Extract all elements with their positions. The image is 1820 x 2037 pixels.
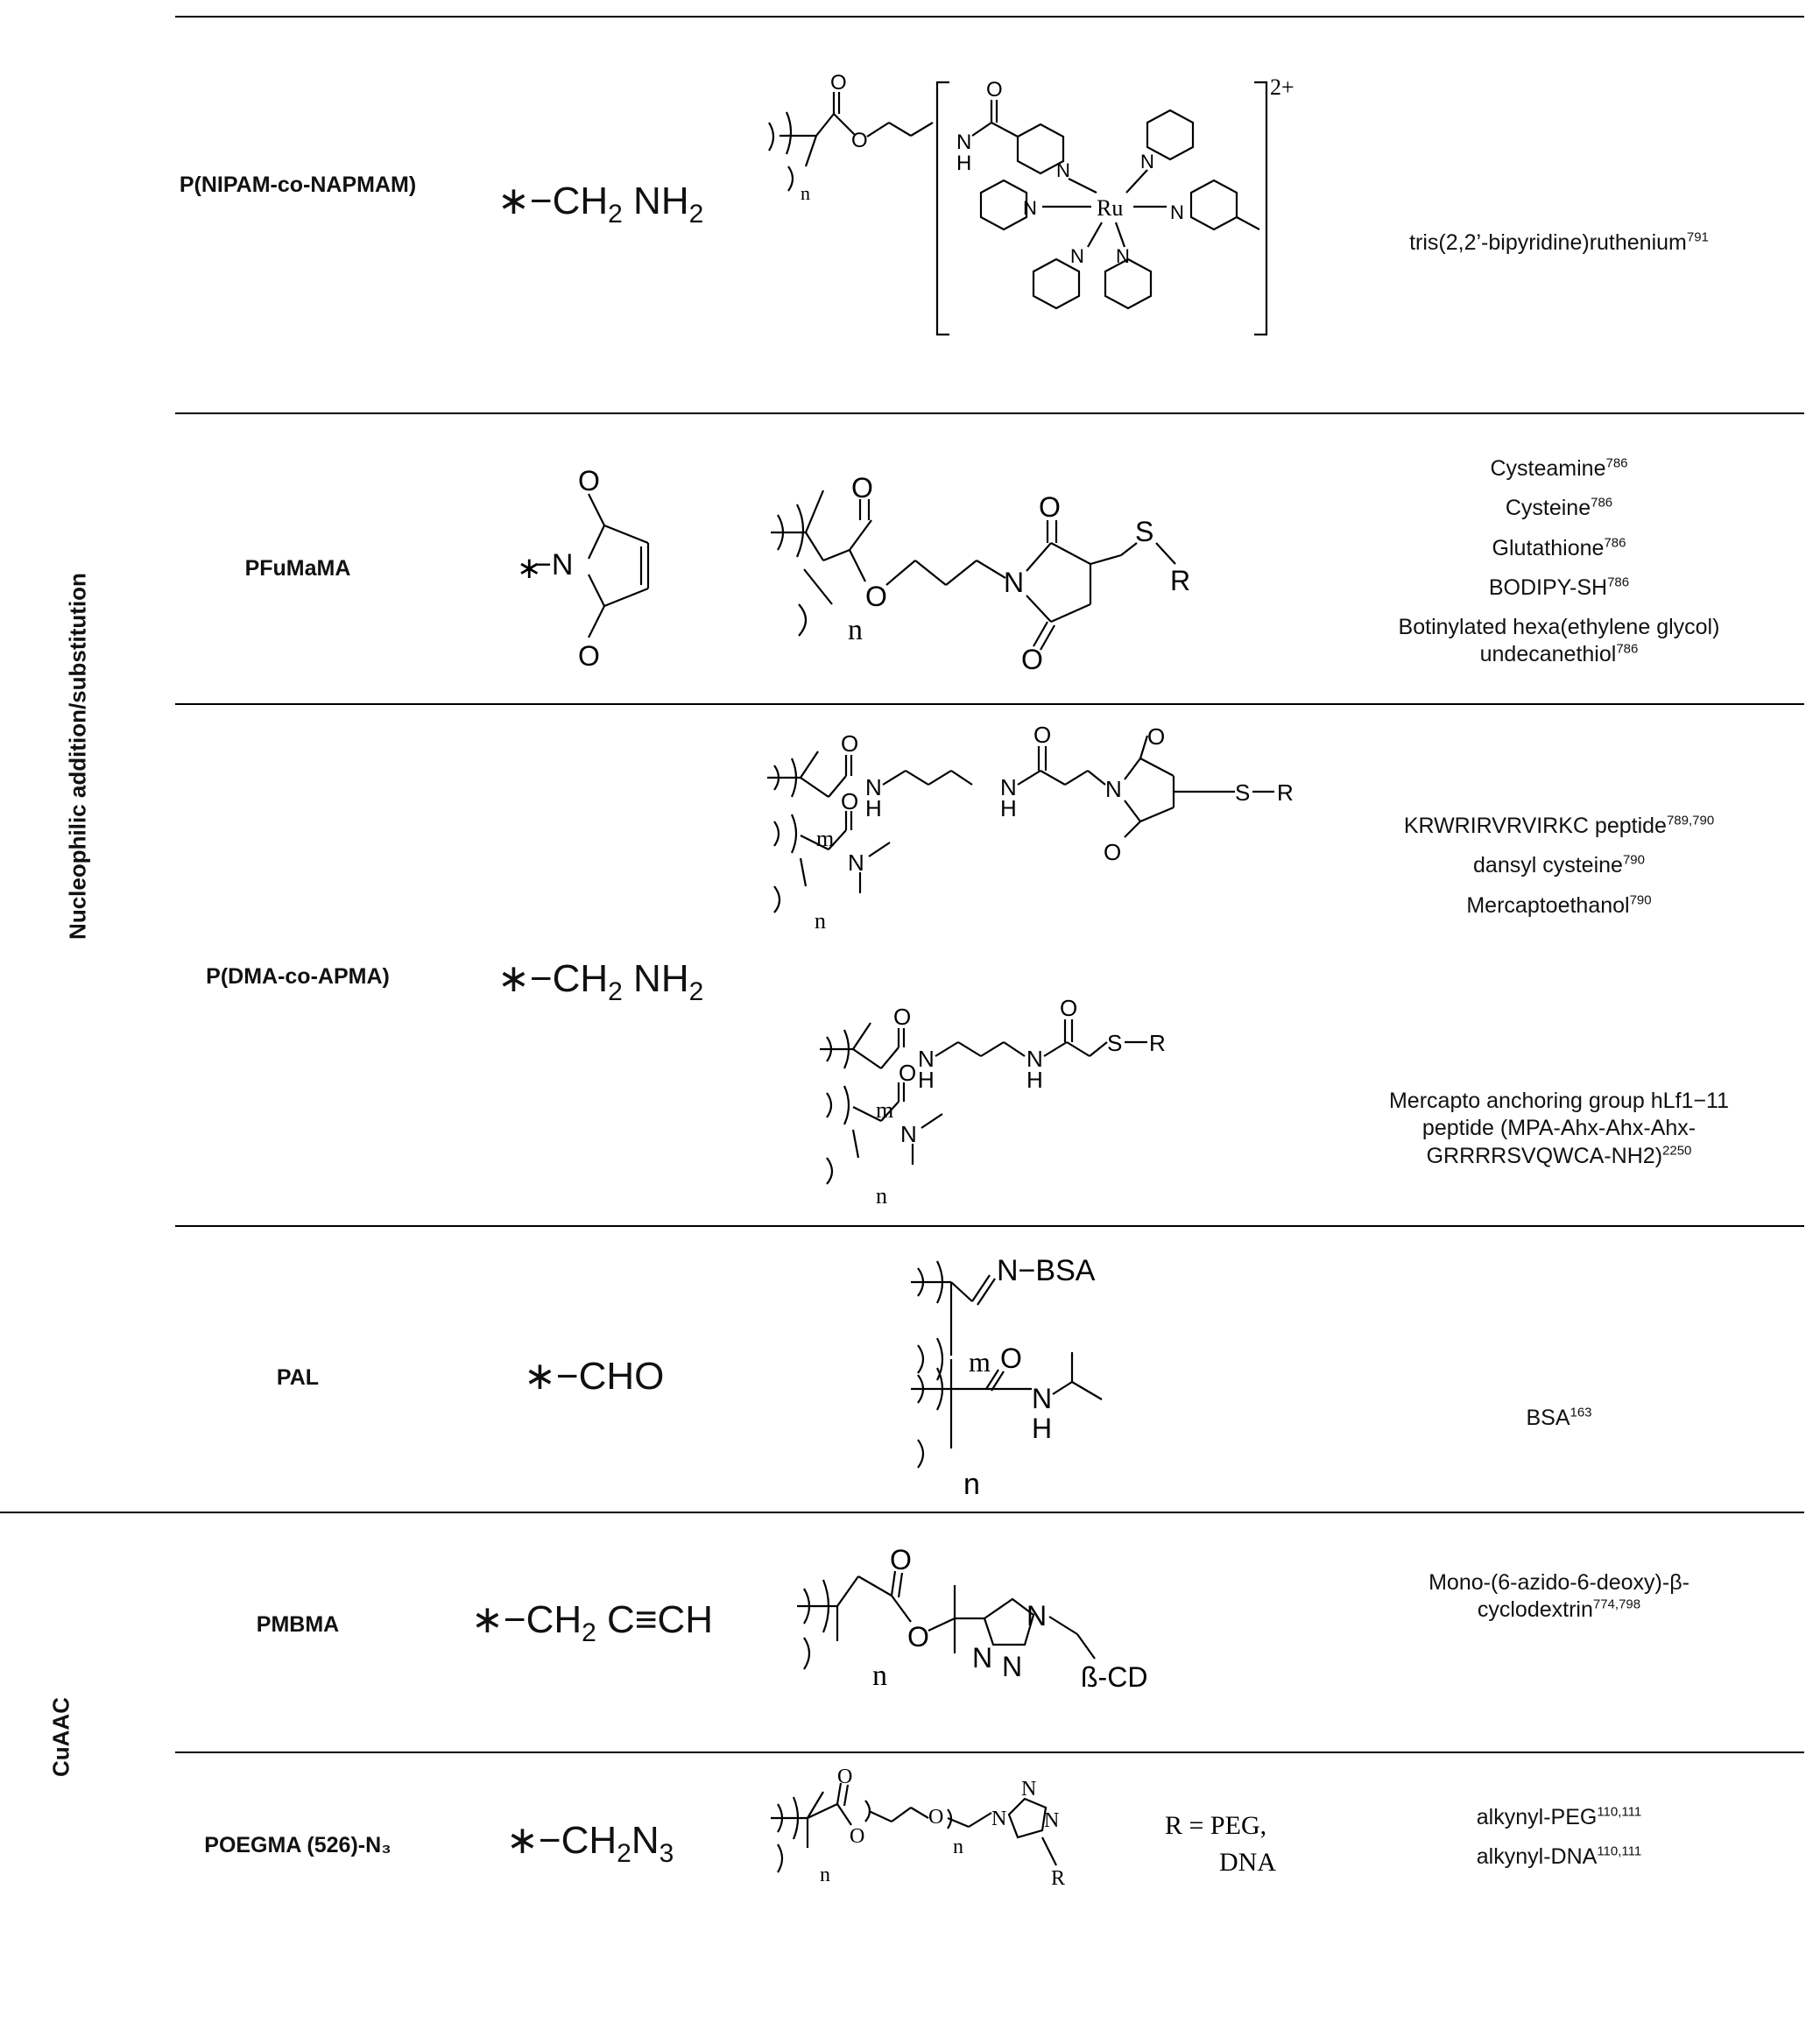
polymer-name: PFuMaMA [244,556,351,581]
reagent-item: Glutathione$^{786}$ [1492,535,1626,560]
rule-row-2 [175,703,1804,705]
svg-text:−N: −N [534,548,574,581]
reagent-list [1331,1405,1787,1444]
structure-bsa-imine [902,1242,1270,1505]
svg-text:O: O [830,71,847,95]
svg-text:N: N [1004,567,1025,598]
reagent-item: BSA$^{163}$ [1526,1405,1592,1430]
svg-text:N: N [1000,774,1017,800]
svg-text:O: O [1033,722,1052,748]
rule-row-1 [175,412,1804,414]
svg-text:n: n [801,182,810,204]
functional-group: $∗-CH_2N_3$ [506,1819,674,1868]
structure-maleimide-peptide [762,722,1305,946]
svg-text:O: O [851,472,873,504]
svg-text:H: H [1032,1413,1053,1444]
category-nucleophilic: Nucleophilic addition/substitution [64,573,91,940]
svg-text:n: n [820,1864,830,1886]
svg-text:R: R [1277,779,1294,806]
svg-text:O: O [907,1621,929,1653]
svg-text:O: O [1000,1343,1022,1374]
reagent-list [1331,455,1787,669]
svg-text:N: N [1032,1383,1053,1414]
svg-text:N: N [1116,245,1130,267]
reagent-item: Mono-(6-azido-6-deoxy)-β-cyclodextrin$^{774,798}$ [1428,1570,1689,1623]
rule-category [0,1512,1804,1513]
svg-text:R: R [1149,1030,1166,1056]
svg-text:N: N [1026,1600,1048,1632]
svg-text:N: N [1170,201,1184,223]
svg-text:m: m [816,826,835,851]
svg-text:Ru: Ru [1097,195,1124,221]
svg-text:DNA: DNA [1219,1848,1276,1877]
svg-text:H: H [918,1067,935,1093]
svg-text:n: n [953,1836,963,1858]
svg-text:N: N [956,130,972,154]
svg-text:O: O [1039,491,1061,523]
reagent-item: alkynyl-PEG$^{110,111}$ [1476,1804,1642,1829]
svg-text:R: R [1051,1867,1066,1890]
category-cuaac: CuAAC [47,1697,74,1777]
svg-text:m: m [876,1097,894,1123]
reagent-list [1331,1569,1787,1625]
svg-text:m: m [969,1346,991,1378]
structure-thioacetyl-peptide [815,995,1252,1217]
svg-text:N: N [1140,151,1154,173]
structure-triazole-cd [788,1544,1279,1725]
svg-text:O: O [578,640,600,672]
reagent-item: Botinylated hexa(ethylene glycol) undecanethiol$^{786}$ [1398,615,1720,667]
svg-text:O: O [928,1806,944,1829]
svg-text:N: N [1044,1809,1060,1832]
svg-text:∗: ∗ [517,552,542,585]
svg-text:n: n [815,908,826,934]
reagent-item: Cysteamine$^{786}$ [1490,455,1628,481]
reagent-list [1331,813,1787,932]
structure-triazole-peg [762,1766,1305,1935]
functional-group: ∗−CHO [524,1355,665,1398]
svg-text:O: O [841,788,859,814]
polymer-name: P(DMA-co-APMA) [206,964,390,989]
svg-text:S: S [1235,779,1251,806]
reagent-item: Mercapto anchoring group hLf1−11 peptide (MPA-Ahx-Ahx-Ahx-GRRRRSVQWCA-NH2)$^{2250}$ [1388,1089,1729,1168]
svg-text:ß-CD: ß-CD [1081,1661,1148,1693]
reagent-item: tris(2,2’-bipyridine)ruthenium$^{791}$ [1409,229,1709,255]
svg-text:n: n [872,1660,887,1692]
structure-maleimide-thioether [771,473,1314,683]
functional-group: $∗-CH_2$ $NH_2$ [497,180,704,229]
svg-text:H: H [865,795,882,821]
svg-text:H: H [956,152,972,175]
svg-text:n: n [848,614,863,646]
svg-text:H: H [1026,1067,1043,1093]
svg-text:O: O [986,78,1003,102]
reagent-item: dansyl cysteine$^{790}$ [1473,852,1645,878]
svg-text:2+: 2+ [1270,74,1294,100]
svg-text:N: N [848,849,864,876]
svg-text:O: O [841,730,859,757]
rule-top [175,16,1804,18]
svg-text:N: N [972,1642,993,1674]
svg-text:N: N [865,774,882,800]
svg-text:O: O [899,1060,917,1086]
svg-text:N: N [991,1808,1007,1830]
reagent-item: KRWRIRVRVIRKC peptide$^{789,790}$ [1403,813,1715,838]
svg-text:n: n [963,1468,980,1501]
svg-text:O: O [890,1544,912,1575]
reagent-item: Mercaptoethanol$^{790}$ [1466,892,1652,918]
svg-text:N: N [918,1046,935,1072]
structure-ru-bipyridine [762,61,1323,350]
functional-group: $∗-CH_2$ $NH_2$ [497,957,704,1006]
svg-text:N−BSA: N−BSA [997,1254,1096,1287]
rule-row-5 [175,1752,1804,1753]
reagent-list [1331,1088,1787,1170]
svg-text:O: O [893,1004,912,1030]
svg-text:N: N [1002,1651,1023,1682]
svg-text:N: N [1070,245,1084,267]
svg-text:N: N [1105,776,1122,802]
polymer-name: PAL [276,1365,320,1390]
svg-text:N: N [900,1121,917,1147]
svg-text:S: S [1135,516,1154,547]
reagent-item: BODIPY-SH$^{786}$ [1488,574,1630,600]
svg-text:n: n [876,1183,887,1209]
reagent-item: alkynyl-DNA$^{110,111}$ [1476,1843,1642,1870]
svg-text:H: H [1000,795,1017,821]
svg-text:N: N [1021,1778,1037,1801]
svg-text:O: O [851,129,868,152]
polymer-name: P(NIPAM-co-NAPMAM) [179,173,417,197]
polymer-name: POEGMA (526)-N₃ [204,1833,392,1857]
svg-text:N: N [1026,1046,1043,1072]
svg-text:O: O [1021,644,1043,675]
rule-row-3 [175,1225,1804,1227]
svg-text:N: N [1023,197,1037,219]
svg-text:O: O [578,465,600,497]
reagent-list [1331,229,1787,269]
functional-group: $∗-CH_2$ C≡CH [471,1598,714,1647]
svg-text:O: O [850,1825,865,1848]
reagent-list [1331,1804,1787,1884]
svg-text:S: S [1107,1030,1123,1056]
svg-text:O: O [837,1766,853,1788]
svg-text:R = PEG,: R = PEG, [1165,1811,1267,1840]
maleimide-group [517,455,674,683]
svg-text:O: O [865,581,887,612]
svg-text:O: O [1104,839,1122,865]
polymer-name: PMBMA [256,1612,340,1637]
reagent-item: Cysteine$^{786}$ [1505,495,1613,521]
svg-text:O: O [1147,723,1166,750]
svg-text:O: O [1060,995,1078,1021]
svg-text:N: N [1056,159,1070,181]
svg-text:R: R [1170,565,1191,596]
